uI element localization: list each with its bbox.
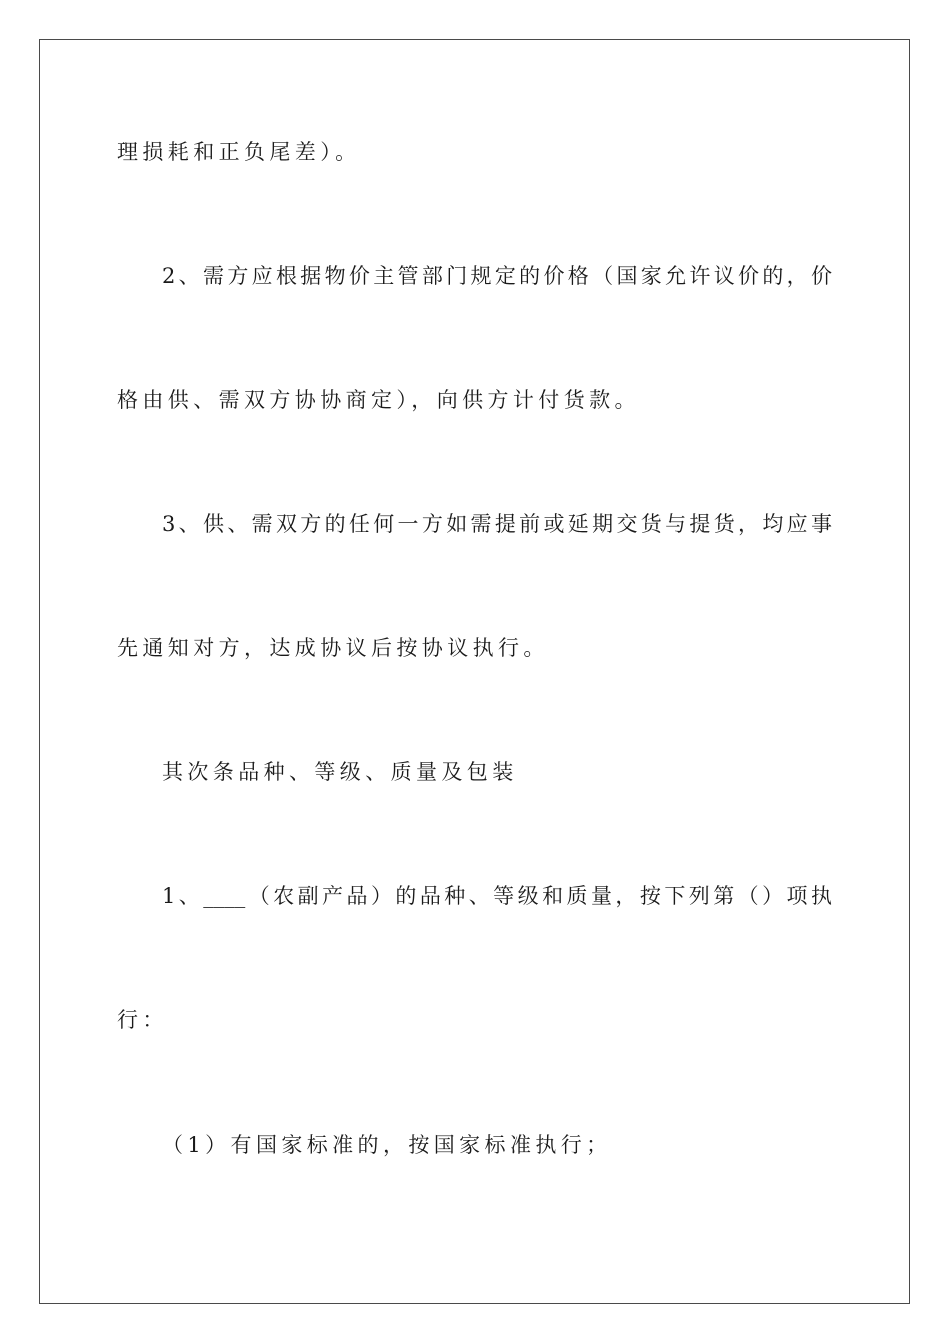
text-line-2: 2、需方应根据物价主管部门规定的价格（国家允许议价的，价 xyxy=(162,264,832,288)
text-line-3: 格由供、需双方协协商定），向供方计付货款。 xyxy=(117,388,640,412)
page-border xyxy=(39,39,910,1304)
section-heading: 其次条品种、等级、质量及包装 xyxy=(162,760,518,784)
text-line-1: 理损耗和正负尾差）。 xyxy=(117,140,361,164)
text-line-4: 3、供、需双方的任何一方如需提前或延期交货与提货，均应事 xyxy=(162,512,832,536)
text-line-5: 先通知对方，达成协议后按协议执行。 xyxy=(117,636,549,660)
text-line-9: （1）有国家标准的，按国家标准执行； xyxy=(162,1133,612,1157)
text-line-8: 行： xyxy=(117,1008,168,1032)
text-line-7: 1、____（农副产品）的品种、等级和质量，按下列第（）项执 xyxy=(162,884,832,908)
